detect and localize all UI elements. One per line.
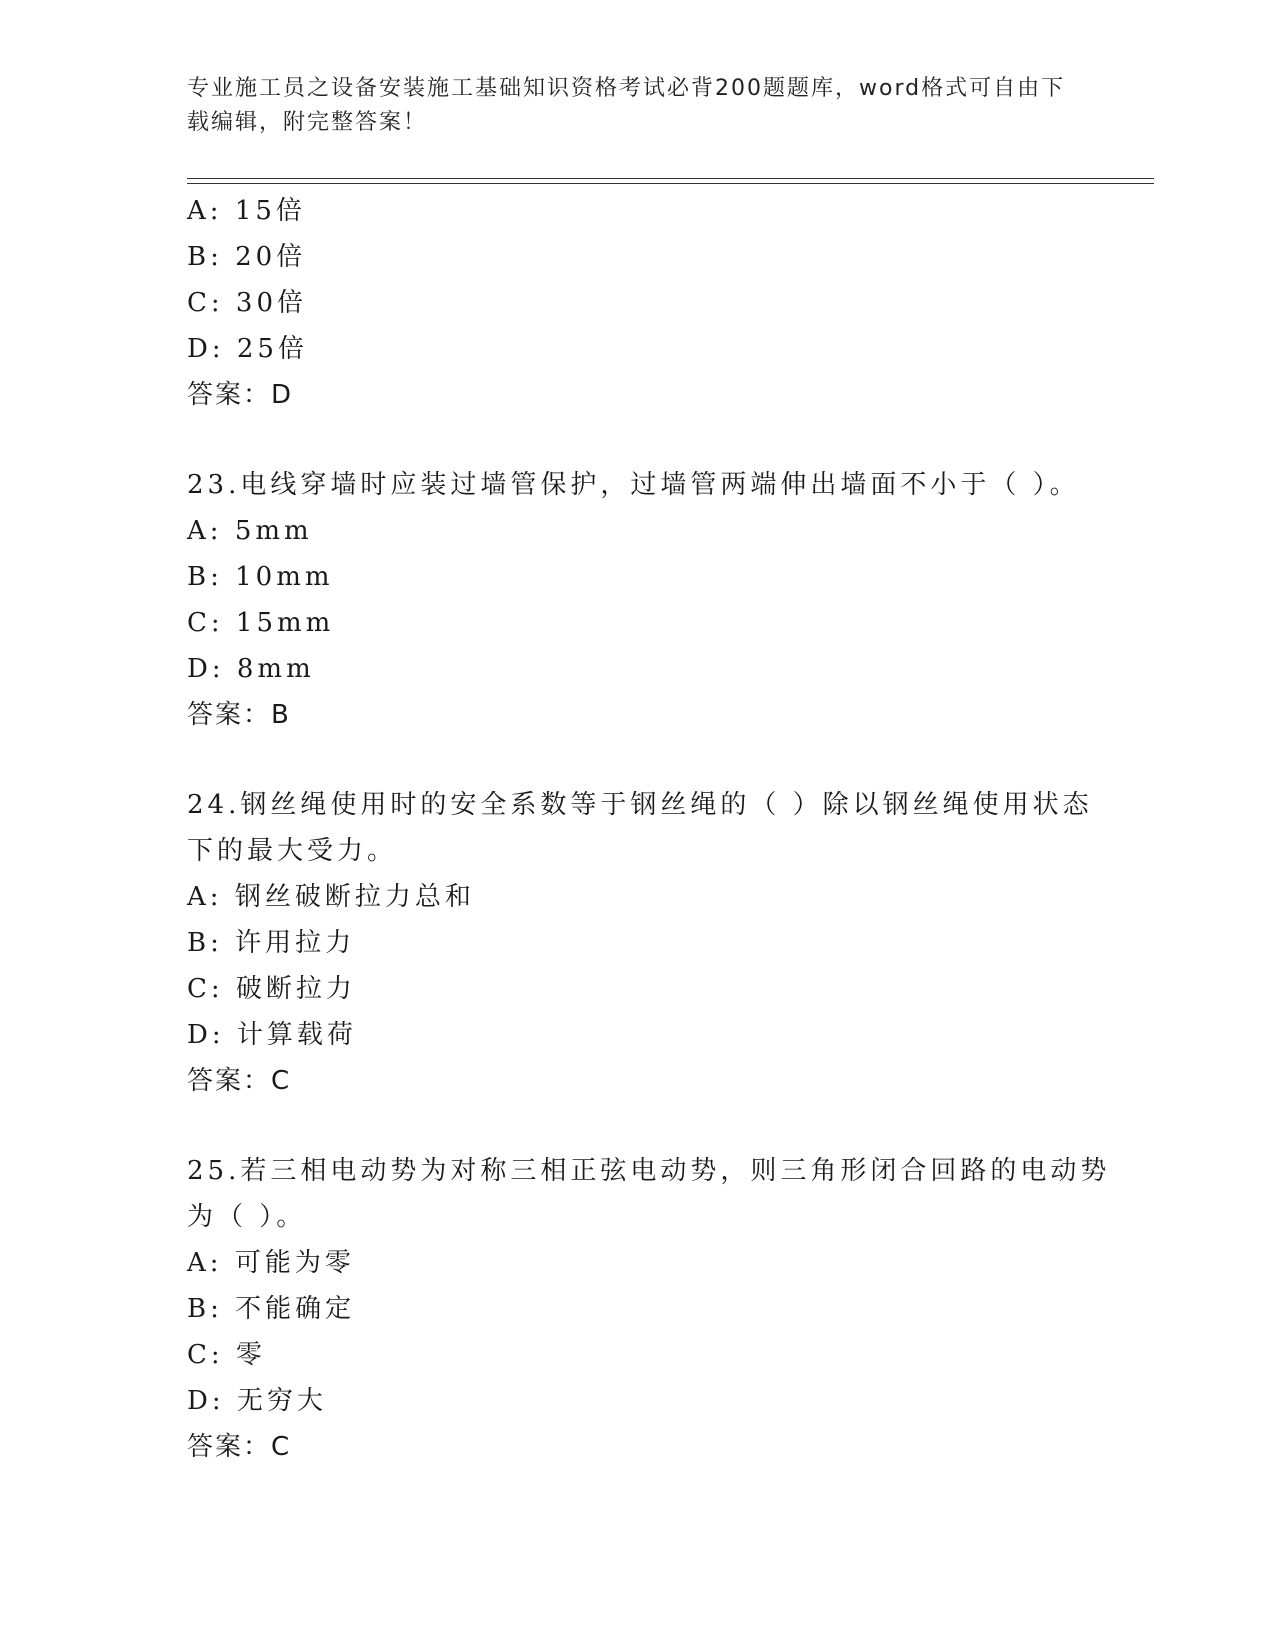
option-d: D: 计算载荷: [187, 1020, 357, 1050]
question-25: [187, 1148, 1111, 1470]
option-c: C: 30倍: [187, 288, 308, 318]
option-c: C: 15mm: [187, 608, 335, 638]
answer: 答案：D: [187, 380, 294, 410]
question-23: [187, 462, 1087, 738]
question-text-line-2: 下的最大受力。: [187, 836, 398, 866]
option-d: D: 8mm: [187, 654, 315, 684]
option-c: C: 零: [187, 1340, 266, 1370]
answer: 答案：C: [187, 1066, 292, 1096]
document-body: [187, 188, 1111, 1514]
header-divider: [187, 178, 1154, 184]
option-d: D: 25倍: [187, 334, 308, 364]
question-text-line-2: 为（ ）。: [187, 1202, 307, 1232]
question-24: [187, 782, 1093, 1104]
question-text-line-1: 24.钢丝绳使用时的安全系数等于钢丝绳的（ ）除以钢丝绳使用状态: [187, 790, 1093, 820]
document-header: [187, 72, 1067, 140]
option-c: C: 破断拉力: [187, 974, 356, 1004]
answer: 答案：B: [187, 700, 291, 730]
option-b: B: 20倍: [187, 242, 307, 272]
option-b: B: 不能确定: [187, 1294, 356, 1324]
question-text: 23.电线穿墙时应装过墙管保护，过墙管两端伸出墙面不小于（ ）。: [187, 470, 1080, 500]
answer: 答案：C: [187, 1432, 292, 1462]
option-a: A: 5mm: [187, 516, 313, 546]
option-a: A: 钢丝破断拉力总和: [187, 882, 475, 912]
question-22-continued: [187, 188, 1087, 418]
header-title: 专业施工员之设备安装施工基础知识资格考试必背200题题库，word格式可自由下载编辑，附完整答案！: [187, 76, 1066, 135]
option-a: A: 15倍: [187, 196, 306, 226]
option-b: B: 10mm: [187, 562, 334, 592]
option-d: D: 无穷大: [187, 1386, 327, 1416]
option-a: A: 可能为零: [187, 1248, 355, 1278]
option-b: B: 许用拉力: [187, 928, 356, 958]
question-text-line-1: 25.若三相电动势为对称三相正弦电动势，则三角形闭合回路的电动势: [187, 1156, 1111, 1186]
